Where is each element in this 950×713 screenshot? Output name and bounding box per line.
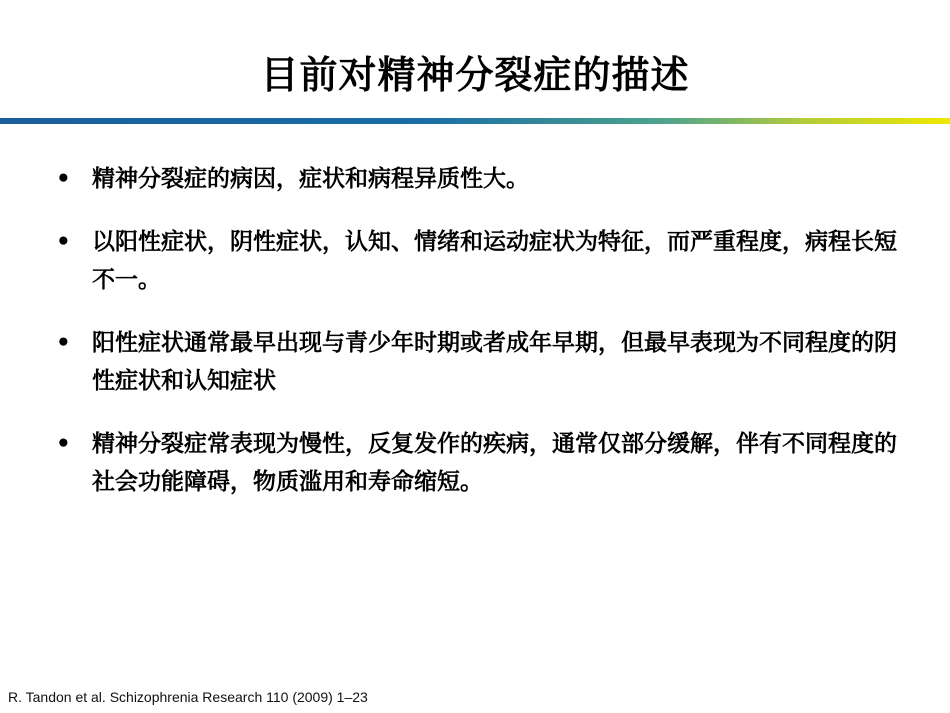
bullet-marker: • xyxy=(56,166,71,192)
slide-title: 目前对精神分裂症的描述 xyxy=(260,53,690,97)
bullet-text: 精神分裂症的病因，症状和病程异质性大。 xyxy=(92,166,529,192)
bullet-item xyxy=(56,425,906,501)
bullet-item xyxy=(56,324,906,400)
bullet-text: 以阳性症状，阴性症状，认知、情绪和运动症状为特征，而严重程度，病程长短不一。 xyxy=(92,229,897,293)
bullet-list xyxy=(56,160,906,526)
bullet-marker: • xyxy=(56,431,71,457)
bullet-marker: • xyxy=(56,229,71,255)
bullet-item xyxy=(56,223,906,299)
bullet-text: 阳性症状通常最早出现与青少年时期或者成年早期，但最早表现为不同程度的阴性症状和认知症状 xyxy=(92,330,897,394)
citation: R. Tandon et al. Schizophrenia Research 110 (2009) 1–23 xyxy=(8,689,368,705)
title-divider xyxy=(0,118,950,124)
bullet-text: 精神分裂症常表现为慢性，反复发作的疾病，通常仅部分缓解，伴有不同程度的社会功能障碍，物质滥用和寿命缩短。 xyxy=(92,431,897,495)
bullet-marker: • xyxy=(56,330,71,356)
bullet-item xyxy=(56,160,906,198)
